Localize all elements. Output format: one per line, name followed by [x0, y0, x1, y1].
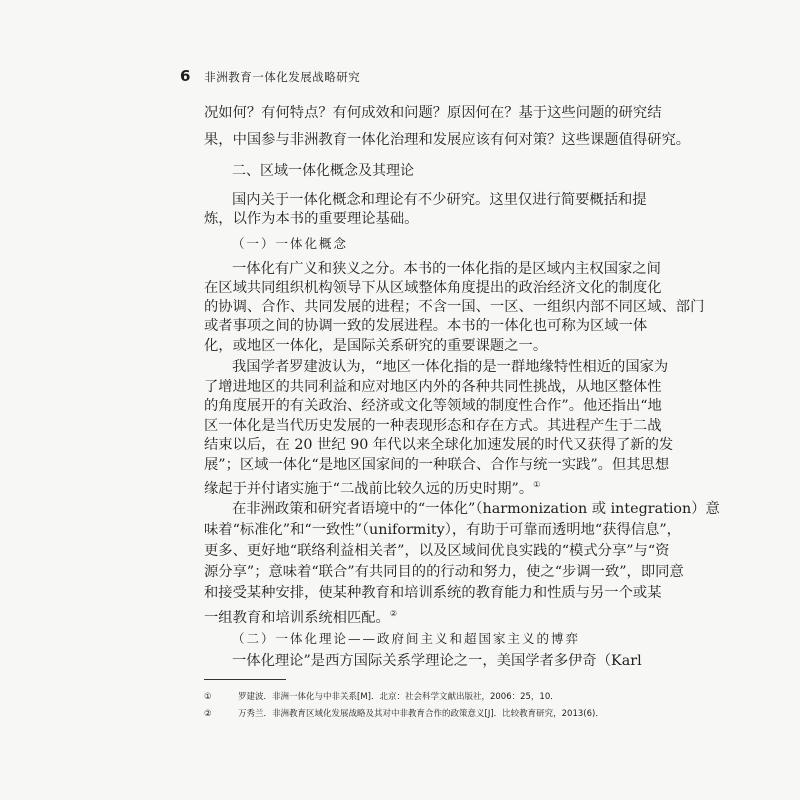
text-line: 区一体化是当代历史发展的一种表现形态和存在方式。其进程产生于二战 — [204, 418, 662, 434]
footnote-mark: ① — [204, 692, 212, 702]
text-line: 结束以后，在 20 世纪 90 年代以来全球化加速发展的时代又获得了新的发 — [204, 437, 674, 453]
subsection-heading: （二）一体化理论——政府间主义和超国家主义的博弈 — [232, 631, 581, 646]
footnote-rule — [204, 679, 286, 680]
footnote — [204, 707, 604, 719]
text-line: 和接受某种安排，使某种教育和培训系统的教育能力和性质与另一个或某 — [204, 585, 662, 601]
text-line: 况如何？有何特点？有何成效和问题？原因何在？基于这些问题的研究结 — [204, 105, 662, 121]
footnote-text: 罗建波．非洲一体化与中非关系[M]．北京：社会科学文献出版社，2006：25，10． — [238, 692, 559, 702]
text-run: 缘起于并付诸实施于“二战前比较久远的历史时期”。 — [204, 480, 534, 497]
text-line: 一体化有广义和狭义之分。本书的一体化指的是区域内主权国家之间 — [232, 261, 661, 277]
text-line: 国内关于一体化概念和理论有不少研究。这里仅进行简要概括和提 — [232, 192, 647, 208]
text-line: 在区域共同组织机构领导下从区域整体角度提出的政治经济文化的制度化 — [204, 280, 662, 296]
text-line: 了增进地区的共同利益和应对地区内外的各种共同性挑战，从地区整体性 — [204, 379, 662, 395]
footnote-text: 万秀兰．非洲教育区域化发展战略及其对中非教育合作的政策意义[J]．比较教育研究，2013(6)． — [238, 709, 604, 719]
text-line: 的角度展开的有关政治、经济或文化等领域的制度性合作”。他还指出“地 — [204, 398, 662, 414]
text-line: 化，或地区一体化，是国际关系研究的重要课题之一。 — [204, 338, 548, 354]
text-line: 果，中国参与非洲教育一体化治理和发展应该有何对策？这些课题值得研究。 — [204, 132, 691, 148]
footnote-ref[interactable]: ② — [389, 609, 398, 618]
page-header — [180, 67, 360, 85]
subsection-heading: （一）一体化概念 — [232, 236, 349, 251]
footnote-ref[interactable]: ① — [533, 480, 541, 489]
text-line: 源分享”；意味着“联合”有共同目的的行动和努力，使之“步调一致”，即同意 — [204, 564, 684, 580]
text-line: 在非洲政策和研究者语境中的“一体化”（harmonization 或 integration）意 — [232, 501, 720, 517]
text-line: 或者事项之间的协调一致的发展进程。本书的一体化也可称为区域一体 — [204, 318, 648, 334]
text-line: 更多、更好地“联络利益相关者”，以及区域间优良实践的“模式分享”与“资 — [204, 543, 670, 559]
page-number: 6 — [180, 67, 191, 85]
text-line: 的协调、合作、共同发展的进程；不含一国、一区、一组织内部不同区域、部门 — [204, 299, 705, 315]
text-line: 我国学者罗建波认为，“地区一体化指的是一群地缘特性相近的国家为 — [232, 359, 669, 375]
footnote-mark: ② — [204, 709, 212, 719]
running-title: 非洲教育一体化发展战略研究 — [204, 70, 361, 84]
text-run: 一组教育和培训系统相匹配。 — [204, 609, 390, 626]
text-line: 炼，以作为本书的重要理论基础。 — [204, 211, 419, 227]
text-line: 味着“标准化”和“一致性”（uniformity），有助于可靠而透明地“获得信息”， — [204, 522, 681, 538]
text-line — [204, 605, 397, 627]
section-heading: 二、区域一体化概念及其理论 — [232, 163, 414, 179]
text-line: 展”；区域一体化“是地区国家间的一种联合、合作与统一实践”。但其思想 — [204, 457, 670, 473]
footnote — [204, 690, 559, 702]
text-line — [204, 476, 540, 498]
text-line: 一体化理论”是西方国际关系学理论之一，美国学者多伊奇（Karl — [232, 653, 642, 669]
